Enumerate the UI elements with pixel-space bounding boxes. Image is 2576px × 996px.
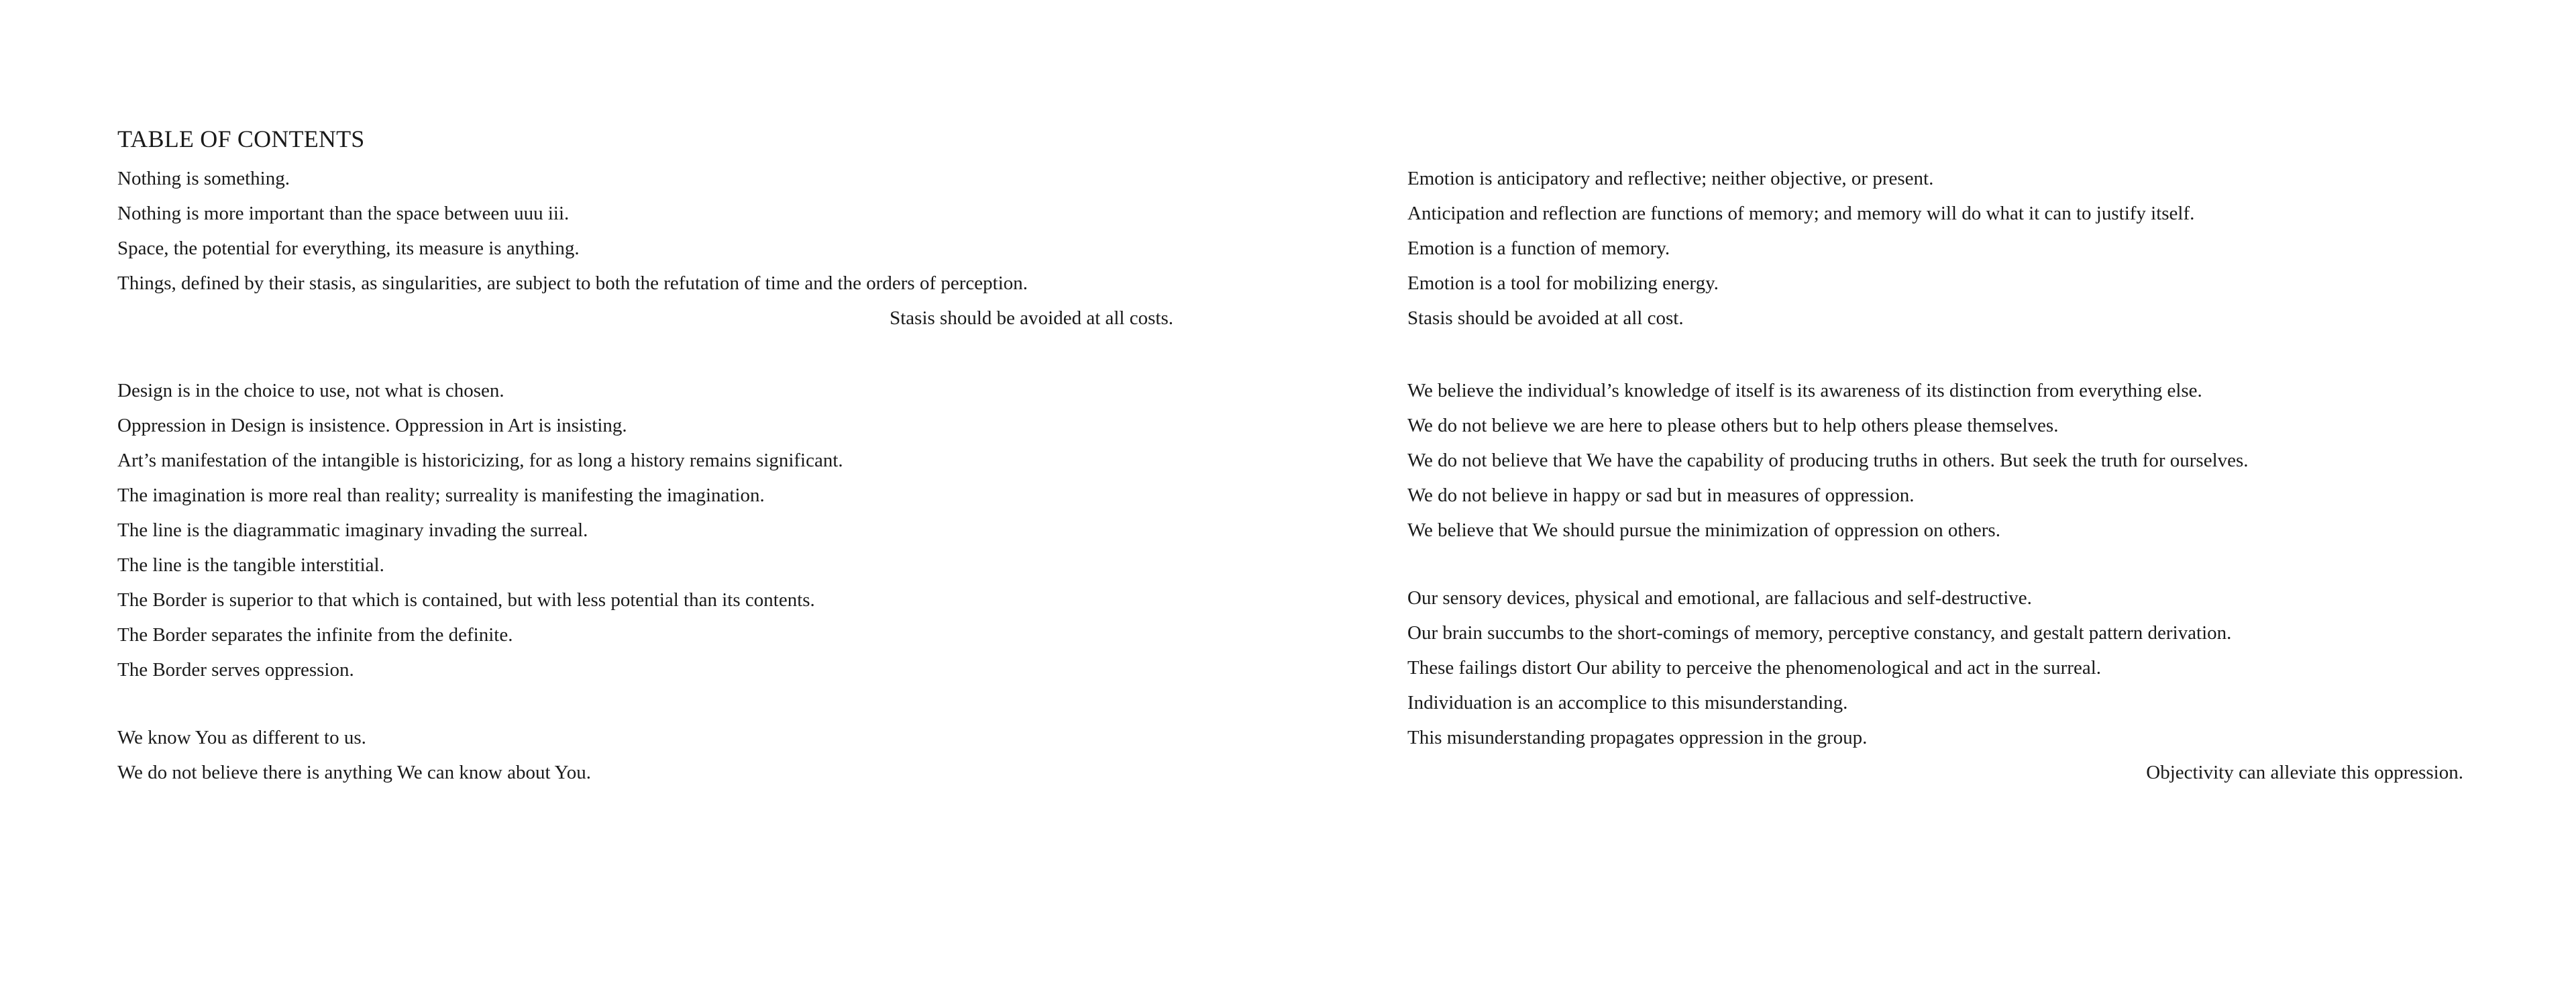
text-line: We do not believe we are here to please others but to help others please themselves.: [1407, 415, 2059, 436]
text-line: Nothing is more important than the space between uuu iii.: [117, 203, 570, 224]
text-line: We do not believe that We have the capability of producing truths in others. But seek the truth for ourselves.: [1407, 450, 2249, 471]
text-line: Things, defined by their stasis, as singularities, are subject to both the refutation of time and the orders of perception.: [117, 272, 1028, 294]
text-line: Stasis should be avoided at all cost.: [1407, 307, 1684, 329]
text-line: Art’s manifestation of the intangible is historicizing, for as long a history remains significant.: [117, 450, 843, 471]
left-paragraph-3: [117, 720, 1173, 790]
text-line: The line is the tangible interstitial.: [117, 554, 384, 576]
text-line: Anticipation and reflection are functions of memory; and memory will do what it can to justify itself.: [1407, 203, 2195, 224]
text-line: The Border separates the infinite from the definite.: [117, 624, 513, 646]
text-line: The line is the diagrammatic imaginary invading the surreal.: [117, 519, 588, 541]
right-paragraph-1: [1407, 161, 2463, 336]
right-paragraph-3: [1407, 581, 2463, 790]
left-paragraph-2: [117, 373, 1173, 687]
text-line: Our sensory devices, physical and emotional, are fallacious and self-destructive.: [1407, 587, 2032, 609]
text-line: We do not believe in happy or sad but in measures of oppression.: [1407, 485, 1915, 506]
text-line: We believe the individual’s knowledge of itself is its awareness of its distinction from everything else.: [1407, 380, 2202, 401]
text-line: Emotion is a function of memory.: [1407, 238, 1670, 259]
text-line: Space, the potential for everything, its measure is anything.: [117, 238, 580, 259]
text-line: We do not believe there is anything We can know about You.: [117, 762, 591, 783]
text-line: Individuation is an accomplice to this misunderstanding.: [1407, 692, 1848, 713]
text-line: The imagination is more real than reality; surreality is manifesting the imagination.: [117, 485, 765, 506]
text-line: Our brain succumbs to the short-comings of memory, perceptive constancy, and gestalt pattern derivation.: [1407, 622, 2232, 644]
text-line: This misunderstanding propagates oppression in the group.: [1407, 727, 1868, 748]
right-aligned-text-line: Stasis should be avoided at all costs.: [890, 307, 1173, 329]
text-line: These failings distort Our ability to perceive the phenomenological and act in the surreal.: [1407, 657, 2102, 679]
text-line: Emotion is anticipatory and reflective; neither objective, or present.: [1407, 168, 1934, 189]
text-line: The Border is superior to that which is contained, but with less potential than its contents.: [117, 589, 815, 611]
text-line: Emotion is a tool for mobilizing energy.: [1407, 272, 1719, 294]
text-line: Oppression in Design is insistence. Oppression in Art is insisting.: [117, 415, 627, 436]
text-line: Nothing is something.: [117, 168, 290, 189]
page-title: TABLE OF CONTENTS: [117, 126, 365, 152]
right-aligned-text-line: Objectivity can alleviate this oppression.: [2146, 762, 2463, 783]
text-line: The Border serves oppression.: [117, 659, 354, 681]
text-line: We believe that We should pursue the minimization of oppression on others.: [1407, 519, 2000, 541]
text-line: We know You as different to us.: [117, 727, 366, 748]
right-paragraph-2: [1407, 373, 2463, 548]
left-paragraph-1: [117, 161, 1173, 336]
text-line: Design is in the choice to use, not what is chosen.: [117, 380, 504, 401]
